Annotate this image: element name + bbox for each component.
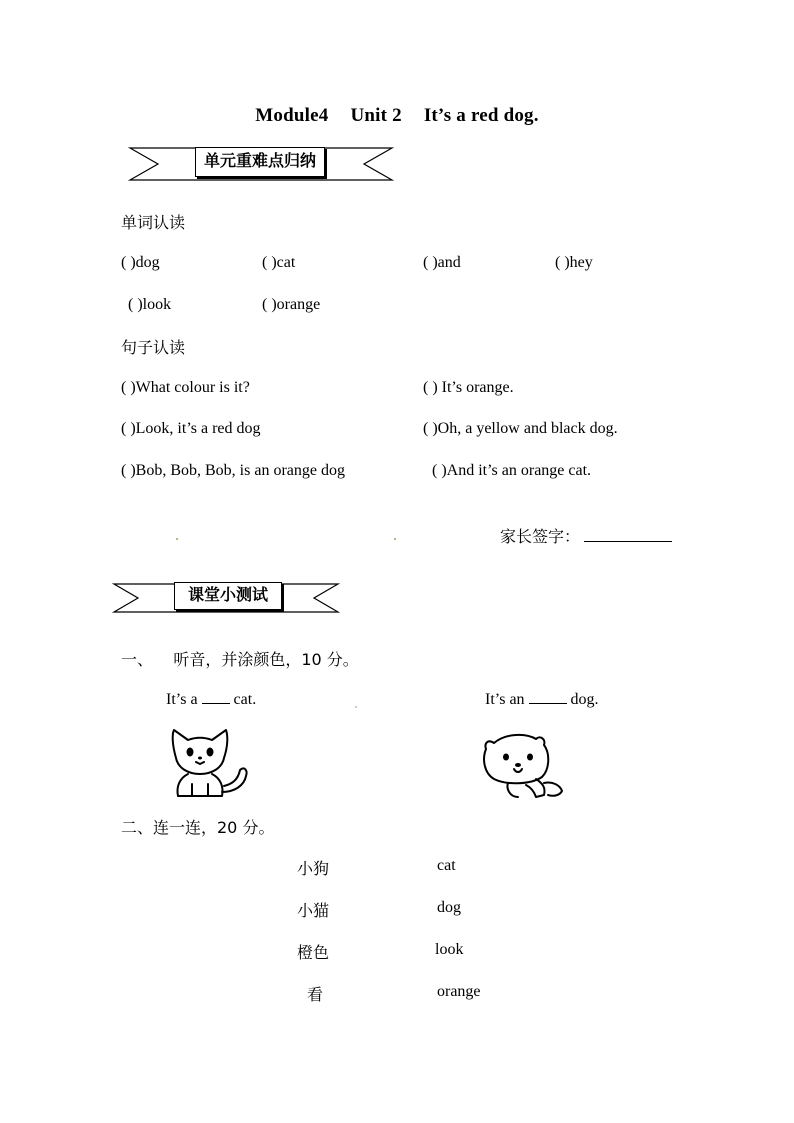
question-1-label: 一、 听音，并涂颜色，10 分。 (121, 650, 359, 669)
signature-label: 家长签字： (500, 527, 581, 546)
title-unit: Unit 2 (350, 105, 402, 126)
q1-right-post: dog. (570, 691, 599, 708)
word-item: ( )and (423, 254, 461, 271)
word-item: ( )cat (262, 254, 296, 271)
sentence-item: ( )And it’s an orange cat. (432, 462, 592, 479)
q1-left-sentence (166, 691, 256, 709)
q1-right-sentence (485, 691, 599, 709)
q1-right-pre: It’s an (485, 691, 525, 708)
page-title (0, 105, 794, 127)
title-module: Module4 (255, 105, 329, 126)
sentence-item: ( ) It’s orange. (423, 379, 514, 396)
section-banner-quiz (112, 580, 340, 616)
match-english-item[interactable]: orange (437, 983, 481, 1000)
match-english-item[interactable]: look (435, 941, 464, 958)
q1-left-pre: It’s a (166, 691, 198, 708)
signature-line[interactable] (584, 527, 672, 542)
parent-signature (500, 524, 672, 547)
match-chinese-item[interactable]: 小狗 (297, 859, 330, 878)
match-chinese-item[interactable]: 橙色 (297, 943, 330, 962)
sentences-heading: 句子认读 (121, 338, 186, 357)
cat-icon (162, 726, 254, 800)
q1-right-blank[interactable] (529, 691, 567, 704)
stray-dot (355, 706, 357, 708)
word-item: ( )dog (121, 254, 160, 271)
sentence-item: ( )What colour is it? (121, 379, 250, 396)
match-chinese-item[interactable]: 看 (307, 985, 324, 1004)
word-item: ( )look (128, 296, 172, 313)
word-item: ( )hey (555, 254, 593, 271)
word-item: ( )orange (262, 296, 321, 313)
match-chinese-item[interactable]: 小猫 (297, 901, 330, 920)
match-english-item[interactable]: dog (437, 899, 461, 916)
sentence-item: ( )Bob, Bob, Bob, is an orange dog (121, 462, 345, 479)
stray-dot (394, 538, 396, 540)
section-banner-summary (128, 144, 394, 184)
stray-dot (176, 538, 178, 540)
sentence-item: ( )Oh, a yellow and black dog. (423, 420, 618, 437)
dog-icon (480, 731, 572, 801)
sentence-item: ( )Look, it’s a red dog (121, 420, 261, 437)
title-lesson: It’s a red dog. (423, 105, 539, 126)
question-2-label: 二、连一连，20 分。 (121, 818, 275, 837)
banner-label: 单元重难点归纳 (195, 147, 325, 177)
match-english-item[interactable]: cat (437, 857, 456, 874)
q1-left-blank[interactable] (202, 691, 230, 704)
banner-label: 课堂小测试 (174, 582, 282, 610)
words-heading: 单词认读 (121, 213, 186, 232)
q1-left-post: cat. (233, 691, 257, 708)
